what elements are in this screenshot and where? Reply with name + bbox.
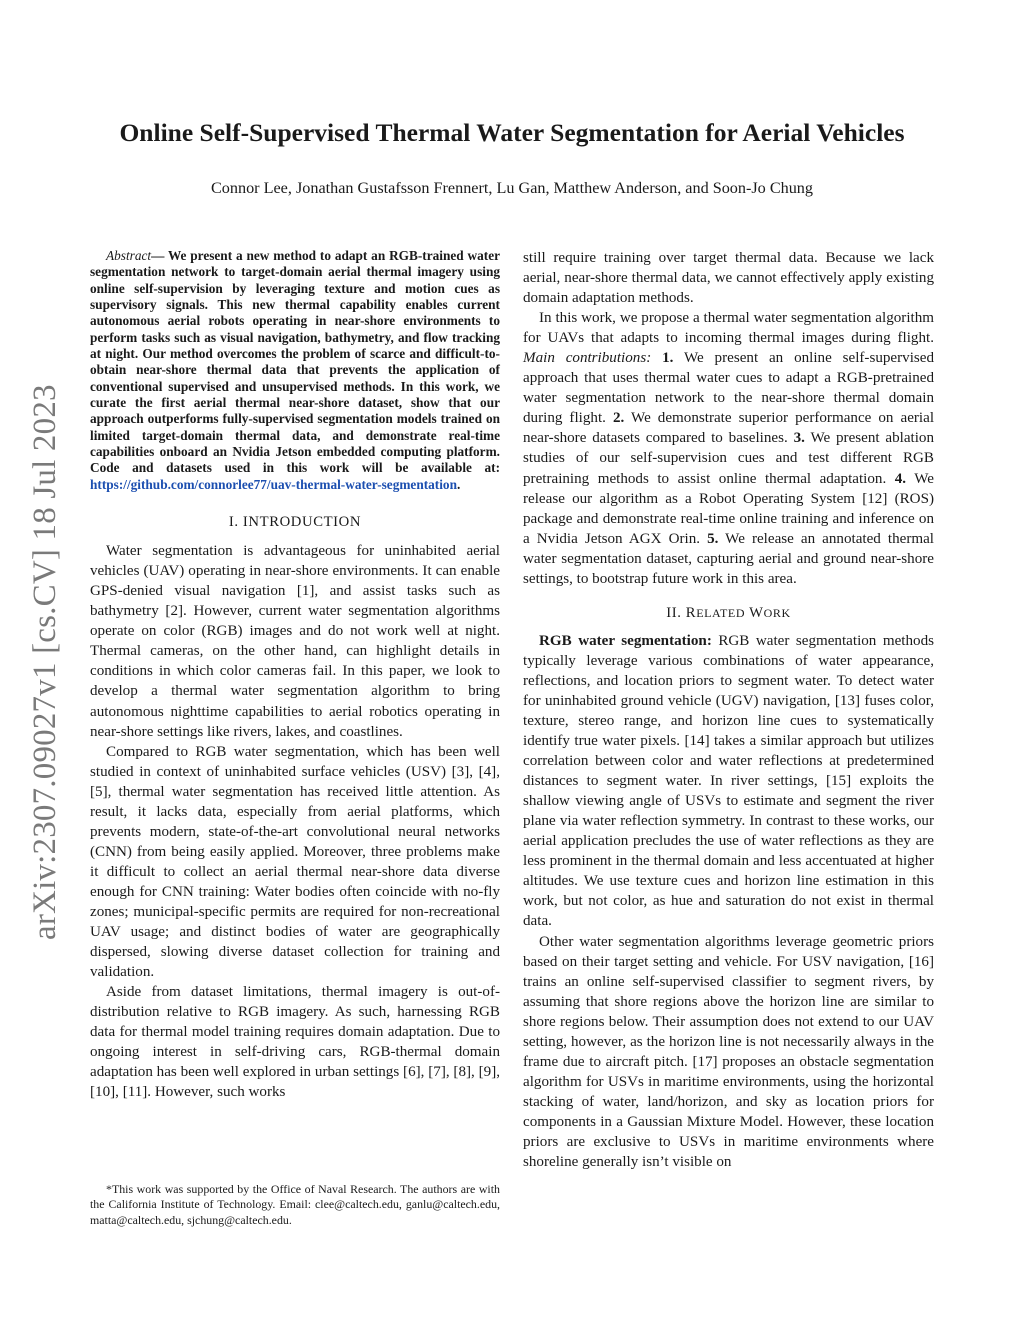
funding-footnote: *This work was supported by the Office of Naval Research. The authors are with the California Institute of Technology. Email: clee@caltech.edu, ganlu@caltech.edu, matta@caltech.edu, sjchung@caltech.edu. — [90, 1182, 500, 1227]
main-contributions-label: Main contributions: — [523, 350, 652, 367]
intro-paragraph-3-continued: still require training over target thermal data. Because we lack aerial, near-shore thermal data, we cannot effectively apply existing domain adaptation methods. — [523, 250, 934, 307]
section-heading-related-work — [523, 604, 934, 622]
abstract-dash: — — [151, 248, 168, 263]
contribution-number-3: 3. — [787, 430, 805, 447]
related-work-paragraph-1-text: RGB water segmentation methods typically leverage various combinations of water appearance, reflections, and location priors to segment water. To detect water for uninhabited ground vehicle (UGV) navigation, [13] fuses color, texture, stereo range, and horizon line cues to systematically identify true water pixels. [14] takes a similar approach but utilizes correlation between color and water reflections at predetermined distances to segment water. In river settings, [15] exploits the shallow viewing angle of USVs to estimate and segment the river plane via water reflection symmetry. In contrast to these works, our aerial application precludes the use of water reflections as they are less prominent in the thermal domain and less accentuated at higher altitudes. We use texture cues and horizon line estimation in this work, but not color, as hue and saturation do not exist in thermal data. — [523, 632, 934, 930]
abstract-end: . — [456, 476, 461, 492]
abstract-label: Abstract — [106, 248, 152, 263]
right-column — [523, 248, 934, 1172]
contributions-intro: In this work, we propose a thermal water segmentation algorithm for UAVs that adapts to incoming thermal images during flight. — [523, 310, 934, 347]
related-work-heading-part-2: ELATED — [696, 605, 746, 620]
contribution-2: We demonstrate superior performance on aerial near-shore datasets compared to baselines. — [523, 410, 935, 447]
contribution-1: We present an online self-supervised approach that uses thermal water cues to adapt a RGB-pretrained water segmentation network to the near-shore thermal domain during flight. — [523, 350, 935, 427]
related-work-paragraph-1 — [523, 631, 934, 932]
author-list: Connor Lee, Jonathan Gustafsson Frennert, Lu Gan, Matthew Anderson, and Soon-Jo Chung — [211, 179, 813, 197]
contribution-4: We release our algorithm as a Robot Operating System [12] (ROS) package and demonstrate real-time online training and inference on a Nvidia Jetson AGX Orin. — [523, 470, 934, 547]
code-repository-link[interactable]: https://github.com/connorlee77/uav-thermal-water-segmentation — [90, 476, 457, 492]
related-work-heading-part-3: W — [745, 604, 764, 621]
contribution-number-4: 4. — [886, 470, 907, 487]
intro-paragraph-2: Compared to RGB water segmentation, which has been well studied in context of uninhabited surface vehicles (USV) [3], [4], [5], thermal water segmentation has received little attention. As result, it lacks data, especially from aerial platforms, which prevents modern, state-of-the-art convolutional neural networks (CNN) from being easily applied. Moreover, three problems make it difficult to collect an aerial thermal near-shore data diverse enough for CNN training: Water bodies often coincide with no-fly zones; municipal-specific permits are required for non-recreational UAV usage; and distinct bodies of water are geographically dispersed, slowing diverse dataset collection for training and validation. — [90, 743, 500, 981]
section-heading-introduction: I. INTRODUCTION — [228, 514, 362, 531]
contribution-3: We present ablation studies of our self-supervision cues and test different RGB pretraining methods to assist online thermal adaptation. — [523, 430, 935, 487]
abstract-text: We present a new method to adapt an RGB-trained water segmentation network to target-domain aerial thermal imagery using online self-supervision by leveraging texture and motion cues as supervisory signals. This new thermal capability enables current autonomous aerial robots operating in near-shore environments to perform tasks such as visual navigation, bathymetry, and flow tracking at night. Our method overcomes the problem of scarce and difficult-to-obtain near-shore thermal data that prevents the application of conventional supervised and unsupervised methods. In this work, we curate the first aerial thermal near-shore dataset, show that our approach outperforms fully-supervised segmentation models trained on limited target-domain thermal data, and demonstrate real-time capabilities onboard an Nvidia Jetson embedded computing platform. Code and datasets used in this work will be available at: — [90, 248, 500, 476]
related-work-heading-part-4: ORK — [763, 605, 791, 620]
contributions-paragraph — [523, 308, 934, 589]
paper-title: Online Self-Supervised Thermal Water Segmentation for Aerial Vehicles — [119, 118, 905, 147]
contribution-number-5: 5. — [700, 530, 719, 547]
abstract — [90, 248, 500, 493]
contribution-5: We release an annotated thermal water segmentation dataset, capturing aerial and ground near-shore settings, to bootstrap future work in this area. — [523, 530, 934, 587]
arxiv-identifier-stamp: arXiv:2307.09027v1 [cs.CV] 18 Jul 2023 — [27, 384, 63, 940]
intro-paragraph-1: Water segmentation is advantageous for uninhabited aerial vehicles (UAV) operating in near-shore environments. It can enable GPS-denied visual navigation [1], and assist tasks such as bathymetry [2]. However, current water segmentation algorithms operate on color (RGB) images and do not work well at night. Thermal cameras, on the other hand, can highlight details in conditions in which color cameras fail. In this paper, we look to develop a thermal water segmentation algorithm to bring autonomous nighttime capabilities to aerial robotics operating in near-shore settings like rivers, lakes, and coastlines. — [90, 543, 500, 740]
related-work-paragraph-2: Other water segmentation algorithms leverage geometric priors based on their target setting and vehicle. For USV navigation, [16] trains an online self-supervised classifier to segment rivers, by assuming that shore regions above the horizon line are similar to shore regions below. Their assumption does not extend to our UAV setting, however, as the horizon line is not necessarily always in the frame due to aircraft pitch. [17] proposes an obstacle segmentation algorithm for USVs in maritime environments, using the horizontal stacking of water, land/horizon, and sky as location priors for components in a Gaussian Mixture Model. However, these location priors are exclusive to USVs in maritime environments where shoreline generally isn’t visible on — [523, 933, 934, 1171]
related-work-heading-part-1: II. R — [666, 604, 697, 621]
contribution-number-2: 2. — [605, 410, 625, 427]
left-column — [90, 248, 500, 1102]
rgb-water-segmentation-heading: RGB water segmentation: — [539, 632, 712, 649]
contribution-number-1: 1. — [651, 350, 674, 367]
intro-paragraph-3: Aside from dataset limitations, thermal imagery is out-of-distribution relative to RGB imagery. As such, harnessing RGB data for thermal model training requires domain adaptation. Due to ongoing interest in self-driving cars, RGB-thermal domain adaptation has been well explored in urban settings [6], [7], [8], [9], [10], [11]. However, such works — [90, 984, 500, 1101]
